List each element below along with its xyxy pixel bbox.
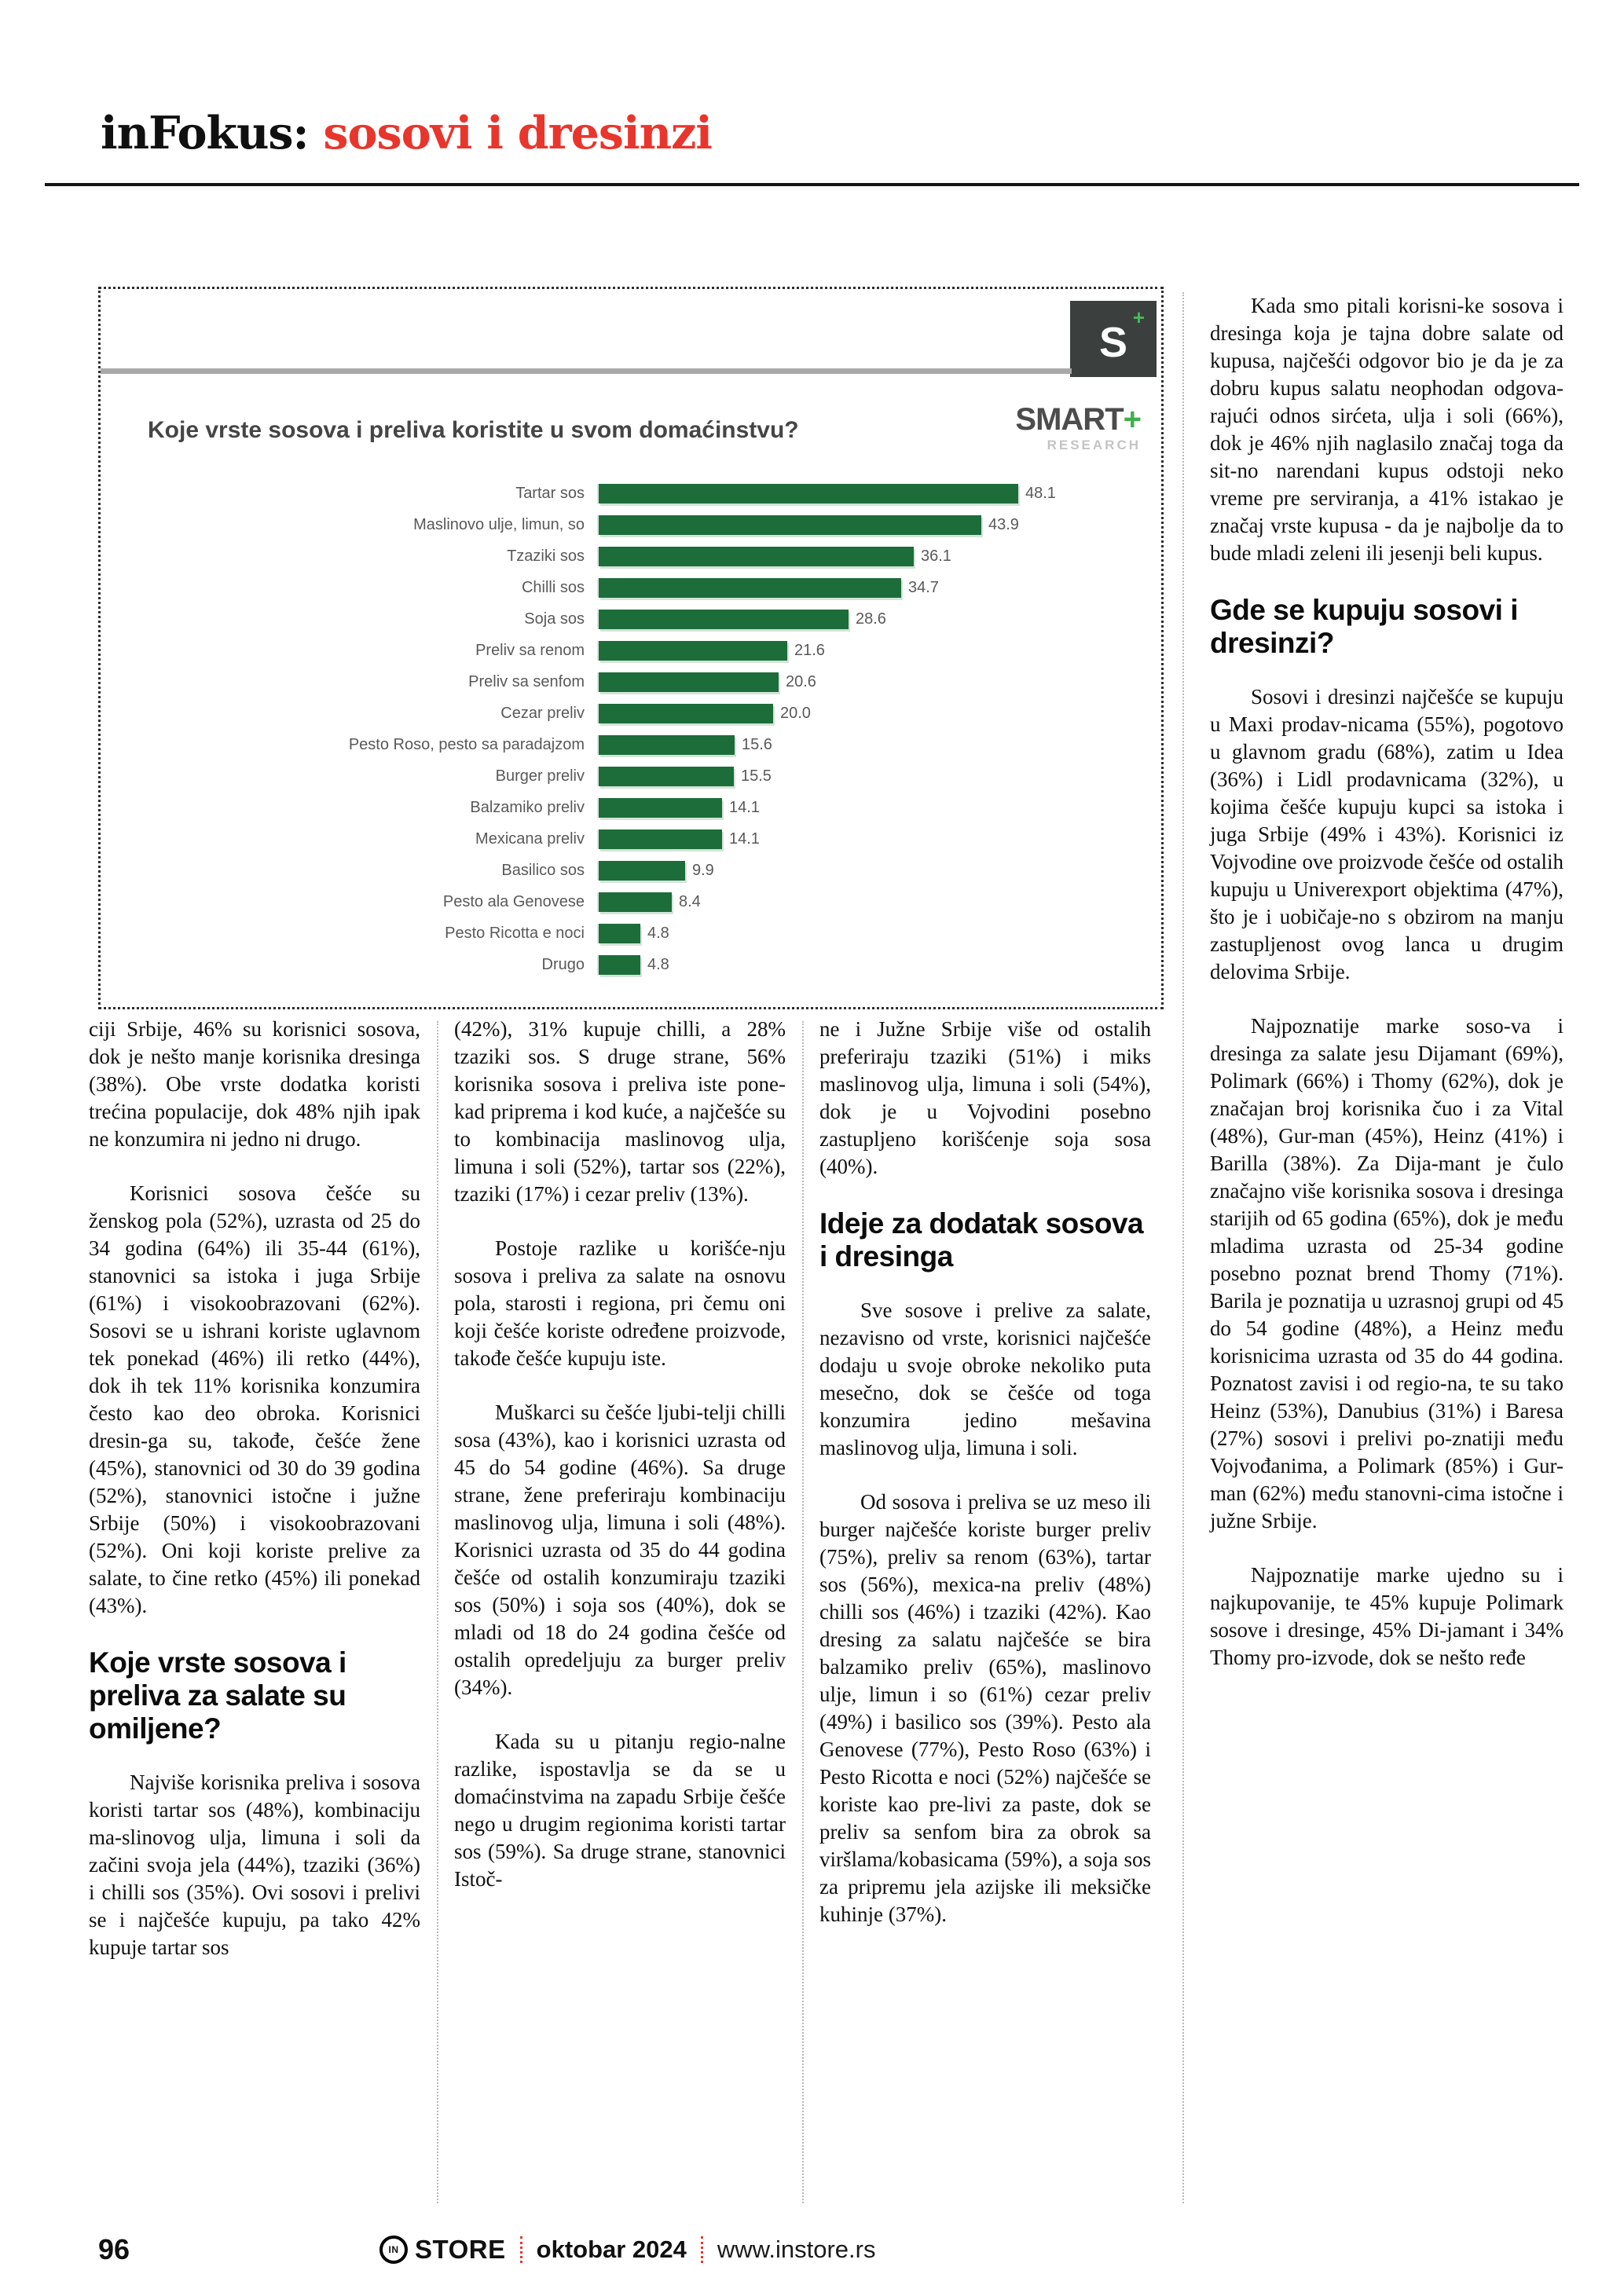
bar-value: 8.4: [679, 892, 701, 910]
instore-logo: [379, 2235, 506, 2265]
bar-row: [101, 949, 1161, 980]
bar-row: [101, 603, 1161, 635]
plus-icon: +: [1132, 306, 1145, 329]
bar-track: [597, 767, 1161, 786]
instore-circle-icon: IN: [379, 2236, 408, 2264]
bar-value: 28.6: [856, 610, 886, 628]
chart-panel: [98, 287, 1164, 1009]
bar: [599, 892, 672, 912]
bar: [599, 641, 787, 661]
bar-value: 15.5: [741, 767, 772, 785]
paragraph: Najviše korisnika preliva i sosova koristi tartar sos (48%), kombinaciju ma-slinovog ulja, limuna i soli da začini svoja jela (44%), tzaziki (36%) i chilli sos (35%). Ovi sosovi i prelivi se i najčešće kupuju, pa tako 42% kupuje tartar sos: [89, 1771, 420, 1959]
bar-label: Pesto ala Genovese: [442, 892, 585, 910]
bar: [599, 484, 1018, 504]
paragraph: ne i Južne Srbije više od ostalih preferiraju tzaziki (51%) i miks maslinovog ulja, limuna i soli (54%), dok je u Vojvodini posebno zastupljeno korišćenje soja sosa (40%).: [819, 1017, 1151, 1178]
footer-divider: [701, 2236, 703, 2263]
bar-label: Preliv sa senfom: [468, 672, 585, 690]
bar-track: [597, 829, 1161, 849]
bar: [599, 955, 640, 975]
article-column-2: [454, 1016, 786, 2214]
bar-label: Drugo: [541, 955, 585, 973]
section-heading: Koje vrste sosova i preliva za salate su omiljene?: [89, 1646, 346, 1745]
bar-value: 15.6: [742, 735, 772, 753]
bar-track: [597, 861, 1161, 881]
paragraph: Kada su u pitanju regio-nalne razlike, ispostavlja se da se u domaćinstvima na zapadu Srbije češće nego u drugim regionima koristi tartar sos (59%). Sa druge strane, stanovnici Istoč-: [454, 1730, 786, 1891]
article-column-3: [819, 1016, 1151, 2214]
column-divider: [802, 1021, 804, 2203]
bar-track: [597, 578, 1161, 598]
bar-track: [597, 704, 1161, 723]
issue-date: oktobar 2024: [536, 2236, 687, 2263]
bar-label: Pesto Ricotta e noci: [445, 924, 585, 942]
bar-value: 9.9: [692, 861, 714, 879]
paragraph: Sosovi i dresinzi najčešće se kupuju u Maxi prodav-nicama (55%), pogotovo u glavnom gradu (68%), zatim u Idea (36%) i Lidl prodavnicama (32%), u kojima češće kupuju kupci sa istoka i juga Srbije (49% i 43%). Korisnici iz Vojvodine ove proizvode češće od ostalih kupuju u Univerexport objektima (47%), što je i uobičaje-no s obzirom na manju zastupljenost ovog lanca u drugim delovima Srbije.: [1210, 685, 1564, 983]
bar-row: [101, 729, 1161, 760]
paragraph: Kada smo pitali korisni-ke sosova i dresinga koja je tajna dobre salate od kupusa, najčešći odgovor bio je da je za dobru kupus salatu neophodan odgova-rajući odnos sirćeta, ulja i soli (66%), dok je 46% njih naglasilo značaj toga da sit-no narendani kupus odstoji neko vreme pre serviranja, a 41% istakao je značaj vrste kupusa - da je najbolje da to bude mladi zeleni ili jesenji beli kupus.: [1210, 294, 1564, 565]
bar: [599, 672, 779, 692]
paragraph: Najpoznatije marke soso-va i dresinga za salate jesu Dijamant (69%), Polimark (66%) i Thomy (62%), dok je značajan broj korisnika čuo i za Vital (48%), Gur-man (45%), Heinz (41%) i Barilla (38%). Za Dija-mant je čulo značajno više korisnika sosova i dresinga starijih od 65 godina (65%), dok je među mladima uzrasta od 25-34 godine posebno poznat brend Thomy (71%). Barila je poznatija u uzrasnoj grupi od 45 do 54 godine (48%), a Heinz među korisnicima uzrasta od 35 do 44 godina. Poznatost zavisi i od regio-na, te su tako Heinz (53%), Danubius (31%) i Baresa (27%) sosovi i prelivi po-znatiji među Vojvođanima, a Polimark (85%) i Gur-man (62%) među stanovni-cima istočne i južne Srbije.: [1210, 1014, 1564, 1532]
bar-row: [101, 635, 1161, 666]
paragraph: Od sosova i preliva se uz meso ili burger najčešće koriste burger preliv (75%), preliv sa renom (63%), tartar sos (56%), mexica-na preliv (48%) chilli sos (46%) i tzaziki (42%). Kao dresing za salatu najčešće se bira balzamiko preliv (65%), maslinovo ulje, limun i so (61%) cezar preliv (49%) i basilico sos (39%). Pesto ala Genovese (77%), Pesto Roso (63%) i Pesto Ricotta e noci (52%) najčešće se koriste kao pre-livi za paste, dok se preliv sa senfom bira za obrok sa viršlama/kobasicama (59%), a soja sos za pripremu jela azijske ili meksičke kuhinje (37%).: [819, 1490, 1151, 1926]
bar-label: Basilico sos: [501, 861, 585, 879]
bar-value: 48.1: [1025, 484, 1056, 502]
bar-value: 4.8: [647, 924, 669, 942]
bar-track: [597, 798, 1161, 818]
bar-label: Tzaziki sos: [507, 547, 585, 565]
bar-label: Burger preliv: [495, 767, 585, 785]
column-divider: [1182, 292, 1184, 2203]
bar-row: [101, 823, 1161, 855]
bar-row: [101, 572, 1161, 603]
bar-label: Balzamiko preliv: [470, 798, 585, 816]
page-title: [101, 107, 712, 159]
bar-row: [101, 855, 1161, 886]
paragraph: Najpoznatije marke ujedno su i najkupovanije, te 45% kupuje Polimark sosove i dresinge, 45% Di-jamant i 34% Thomy pro-izvode, dok se nešto ređe: [1210, 1563, 1564, 1669]
chart-bars: [101, 478, 1161, 980]
smart-research-logo: [1015, 404, 1141, 452]
paragraph: Korisnici sosova češće su ženskog pola (52%), uzrasta od 25 do 34 godina (64%) ili 35-44 (61%), stanovnici sa istoka i juga Srbije (61%) i visokoobrazovani (62%). Sosovi se u ishrani koriste uglavnom tek ponekad (46%) ili retko (44%), dok ih tek 11% korisnika konzumira često kao deo obroka. Korisnici dresin-ga su, takođe, češće žene (45%), stanovnici od 30 do 39 godina (52%), stanovnici istočne i južne Srbije (50%) i visokoobrazovani (52%). Oni koji koriste prelive za salate, to čine retko (45%) ili ponekad (43%).: [89, 1181, 420, 1617]
bar-track: [597, 892, 1161, 912]
bar: [599, 924, 640, 943]
bar: [599, 767, 734, 786]
bar-track: [597, 735, 1161, 755]
bar-label: Chilli sos: [521, 578, 585, 596]
bar-track: [597, 641, 1161, 661]
paragraph: (42%), 31% kupuje chilli, a 28% tzaziki sos. S druge strane, 56% korisnika sosova i preliva iste pone-kad priprema i kod kuće, a najčešće su to kombinacija maslinovog ulja, limuna i soli (52%), tartar sos (22%), tzaziki (17%) i cezar preliv (13%).: [454, 1017, 786, 1206]
bar-row: [101, 540, 1161, 572]
smart-logo-subtext: RESEARCH: [1047, 438, 1141, 452]
article-column-sidebar: [1210, 292, 1564, 2213]
paragraph: Postoje razlike u korišće-nju sosova i preliva za salate na osnovu pola, starosti i regiona, pri čemu oni koji češće koriste određene proizvode, takođe češće kupuju iste.: [454, 1236, 786, 1370]
bar: [599, 829, 722, 849]
bar-track: [597, 955, 1161, 975]
page-footer: [98, 2233, 875, 2266]
bar-row: [101, 792, 1161, 823]
bar-track: [597, 484, 1161, 504]
bar-track: [597, 547, 1161, 566]
page-title-prefix: inFokus:: [101, 107, 309, 159]
page-title-topic: sosovi i dresinzi: [323, 107, 713, 159]
bar-value: 20.0: [780, 704, 811, 722]
bar: [599, 578, 901, 598]
bar-track: [597, 610, 1161, 629]
bar: [599, 735, 735, 755]
bar: [599, 547, 914, 566]
bar-row: [101, 917, 1161, 949]
smart-plus-app-icon: [1070, 301, 1157, 377]
section-heading: Ideje za dodatak sosova i dresinga: [819, 1207, 1144, 1273]
bar: [599, 704, 773, 723]
chart-header-divider: [101, 368, 1072, 374]
bar-label: Tartar sos: [515, 484, 585, 502]
bar: [599, 798, 722, 818]
bar-label: Soja sos: [524, 610, 585, 628]
bar-track: [597, 924, 1161, 943]
bar-label: Preliv sa renom: [475, 641, 585, 659]
paragraph: ciji Srbije, 46% su korisnici sosova, dok je nešto manje korisnika dresinga (38%). Obe vrste dodatka koristi trećina populacije, dok 48% njih ipak ne konzumira ni jedno ni drugo.: [89, 1017, 420, 1151]
bar-value: 14.1: [729, 829, 760, 848]
column-divider: [437, 1021, 438, 2203]
bar-value: 43.9: [988, 515, 1019, 533]
chart-title: Koje vrste sosova i preliva koristite u svom domaćinstvu?: [148, 417, 799, 443]
bar-track: [597, 515, 1161, 535]
bar: [599, 610, 849, 629]
bar-label: Mexicana preliv: [475, 829, 585, 848]
bar-row: [101, 509, 1161, 540]
article-column-1: [89, 1016, 420, 2214]
bar-value: 36.1: [921, 547, 951, 565]
bar-label: Cezar preliv: [500, 704, 585, 722]
bar-value: 21.6: [794, 641, 825, 659]
instore-logo-text: STORE: [415, 2235, 506, 2264]
bar: [599, 861, 685, 881]
bar: [599, 515, 981, 535]
smart-logo-letter: S: [1098, 319, 1128, 367]
bar-row: [101, 760, 1161, 792]
website-url: www.instore.rs: [717, 2236, 876, 2263]
bar-row: [101, 478, 1161, 509]
bar-track: [597, 672, 1161, 692]
bar-row: [101, 886, 1161, 917]
paragraph: Muškarci su češće ljubi-telji chilli sosa (43%), kao i korisnici uzrasta od 45 do 54 godine (46%). Sa druge strane, žene preferiraju kombinaciju maslinovog ulja, limuna i soli (48%). Korisnici uzrasta od 35 do 44 godina češće od ostalih konzumiraju tzaziki sos (50%) i soja sos (40%), dok se mladi od 18 do 24 godina češće od ostalih opredeljuju za burger preliv (34%).: [454, 1401, 786, 1699]
bar-label: Pesto Roso, pesto sa paradajzom: [348, 735, 585, 753]
bar-value: 14.1: [729, 798, 760, 816]
bar-value: 20.6: [786, 672, 816, 690]
footer-divider: [520, 2236, 522, 2263]
bar-value: 4.8: [647, 955, 669, 973]
page-number: 96: [98, 2233, 130, 2265]
bar-value: 34.7: [908, 578, 939, 596]
bar-row: [101, 698, 1161, 729]
paragraph: Sve sosove i prelive za salate, nezavisno od vrste, korisnici najčešće dodaju u svoje obroke nekoliko puta mesečno, dok se češće od toga konzumira jedino mešavina maslinovog ulja, limuna i soli.: [819, 1298, 1151, 1459]
smart-logo-text: SMART: [1015, 402, 1124, 437]
bar-row: [101, 666, 1161, 698]
bar-label: Maslinovo ulje, limun, so: [413, 515, 585, 533]
smart-logo-plus-icon: +: [1123, 402, 1141, 437]
section-heading: Gde se kupuju sosovi i dresinzi?: [1210, 594, 1518, 659]
masthead-divider: [45, 183, 1579, 186]
